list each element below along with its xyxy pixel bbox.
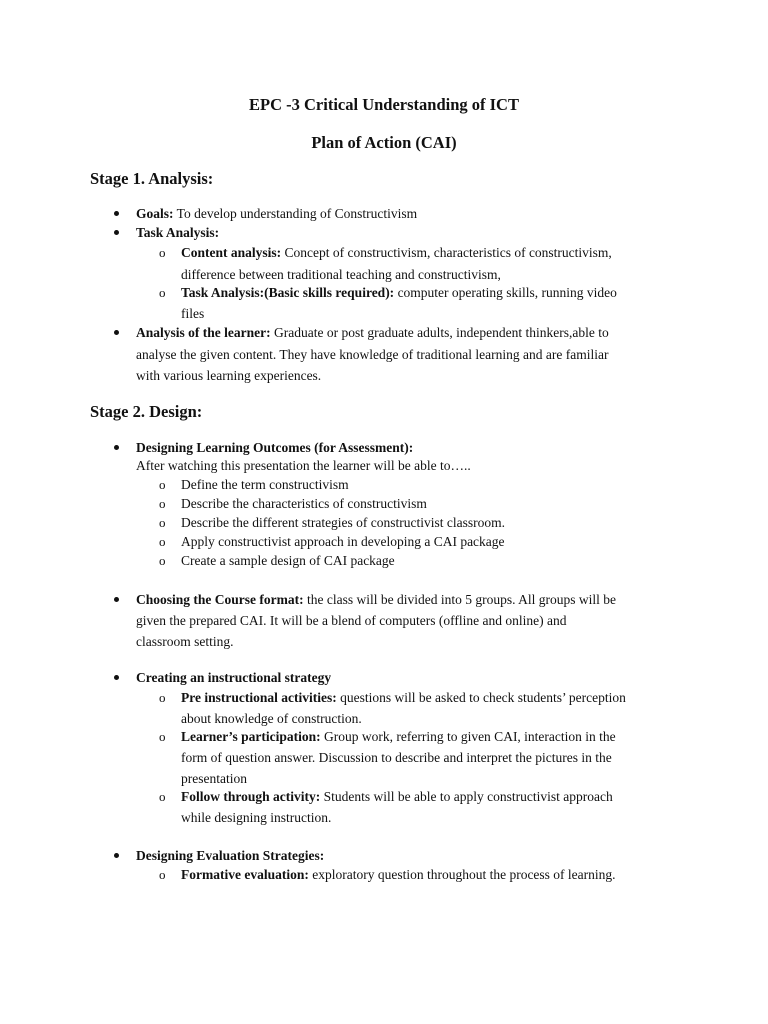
outcomes-intro: After watching this presentation the learner will be able to…..	[136, 458, 471, 473]
sub-bullet-icon: o	[159, 245, 166, 260]
sub-bullet-icon: o	[159, 496, 166, 511]
sub-bullet-icon: o	[159, 729, 166, 744]
sub-bullet-icon: o	[159, 867, 166, 882]
content-analysis-label: Content analysis:	[181, 245, 282, 260]
pre-instructional-item	[181, 689, 626, 707]
participation-text-3: presentation	[181, 771, 247, 786]
outcomes-item	[136, 439, 413, 457]
formative-text: exploratory question throughout the process of learning.	[308, 867, 616, 882]
content-analysis-item	[181, 244, 612, 262]
format-item	[136, 591, 616, 609]
learner-text-3: with various learning experiences.	[136, 368, 322, 383]
follow-through-label: Follow through activity:	[181, 789, 321, 804]
goals-text: To develop understanding of Constructivism	[173, 206, 418, 221]
page-subtitle: Plan of Action (CAI)	[311, 133, 457, 152]
follow-through-item	[181, 788, 613, 806]
task-analysis-item	[136, 224, 219, 242]
goals-label: Goals:	[136, 206, 174, 221]
format-text-3: classroom setting.	[136, 634, 234, 649]
learner-label: Analysis of the learner:	[136, 325, 271, 340]
bullet-icon	[114, 330, 119, 335]
skills-item	[181, 284, 617, 302]
page-title: EPC -3 Critical Understanding of ICT	[249, 95, 519, 114]
formative-item	[181, 866, 616, 884]
outcome-item: Apply constructivist approach in developing a CAI package	[181, 534, 505, 549]
sub-bullet-icon: o	[159, 789, 166, 804]
learner-text-2: analyse the given content. They have knowledge of traditional learning and are familiar	[136, 347, 609, 362]
follow-through-text-2: while designing instruction.	[181, 810, 332, 825]
format-text: the class will be divided into 5 groups. All groups will be	[303, 592, 616, 607]
bullet-icon	[114, 853, 119, 858]
skills-label: Task Analysis:(Basic skills required):	[181, 285, 395, 300]
strategy-label: Creating an instructional strategy	[136, 670, 332, 685]
sub-bullet-icon: o	[159, 690, 166, 705]
sub-bullet-icon: o	[159, 534, 166, 549]
outcome-item: Create a sample design of CAI package	[181, 553, 395, 568]
sub-bullet-icon: o	[159, 553, 166, 568]
outcome-item: Describe the different strategies of constructivist classroom.	[181, 515, 506, 530]
outcomes-label: Designing Learning Outcomes (for Assessment):	[136, 440, 414, 455]
format-label: Choosing the Course format:	[136, 592, 304, 607]
skills-text-2: files	[181, 306, 205, 321]
sub-bullet-icon: o	[159, 515, 166, 530]
content-analysis-text: Concept of constructivism, characteristics of constructivism,	[281, 245, 612, 260]
skills-text: computer operating skills, running video	[394, 285, 617, 300]
bullet-icon	[114, 230, 119, 235]
outcome-item: Define the term constructivism	[181, 477, 349, 492]
participation-text-2: form of question answer. Discussion to describe and interpret the pictures in the	[181, 750, 612, 765]
learner-item	[136, 324, 609, 342]
bullet-icon	[114, 597, 119, 602]
evaluation-item	[136, 847, 324, 865]
pre-instructional-label: Pre instructional activities:	[181, 690, 337, 705]
bullet-icon	[114, 211, 119, 216]
goals-item	[136, 205, 417, 223]
format-text-2: given the prepared CAI. It will be a blend of computers (offline and online) and	[136, 613, 567, 628]
bullet-icon	[114, 675, 119, 680]
participation-text: Group work, referring to given CAI, interaction in the	[320, 729, 616, 744]
participation-item	[181, 728, 616, 746]
pre-instructional-text: questions will be asked to check students’ perception	[336, 690, 626, 705]
evaluation-label: Designing Evaluation Strategies:	[136, 848, 325, 863]
outcome-item: Describe the characteristics of constructivism	[181, 496, 427, 511]
stage2-heading: Stage 2. Design:	[90, 402, 203, 421]
stage1-heading: Stage 1. Analysis:	[90, 169, 214, 188]
participation-label: Learner’s participation:	[181, 729, 321, 744]
formative-label: Formative evaluation:	[181, 867, 309, 882]
sub-bullet-icon: o	[159, 477, 166, 492]
strategy-item	[136, 669, 331, 687]
pre-instructional-text-2: about knowledge of construction.	[181, 711, 362, 726]
bullet-icon	[114, 445, 119, 450]
follow-through-text: Students will be able to apply constructivist approach	[320, 789, 613, 804]
content-analysis-text-2: difference between traditional teaching and constructivism,	[181, 267, 501, 282]
sub-bullet-icon: o	[159, 285, 166, 300]
task-analysis-label: Task Analysis:	[136, 225, 220, 240]
learner-text: Graduate or post graduate adults, independent thinkers,able to	[270, 325, 609, 340]
